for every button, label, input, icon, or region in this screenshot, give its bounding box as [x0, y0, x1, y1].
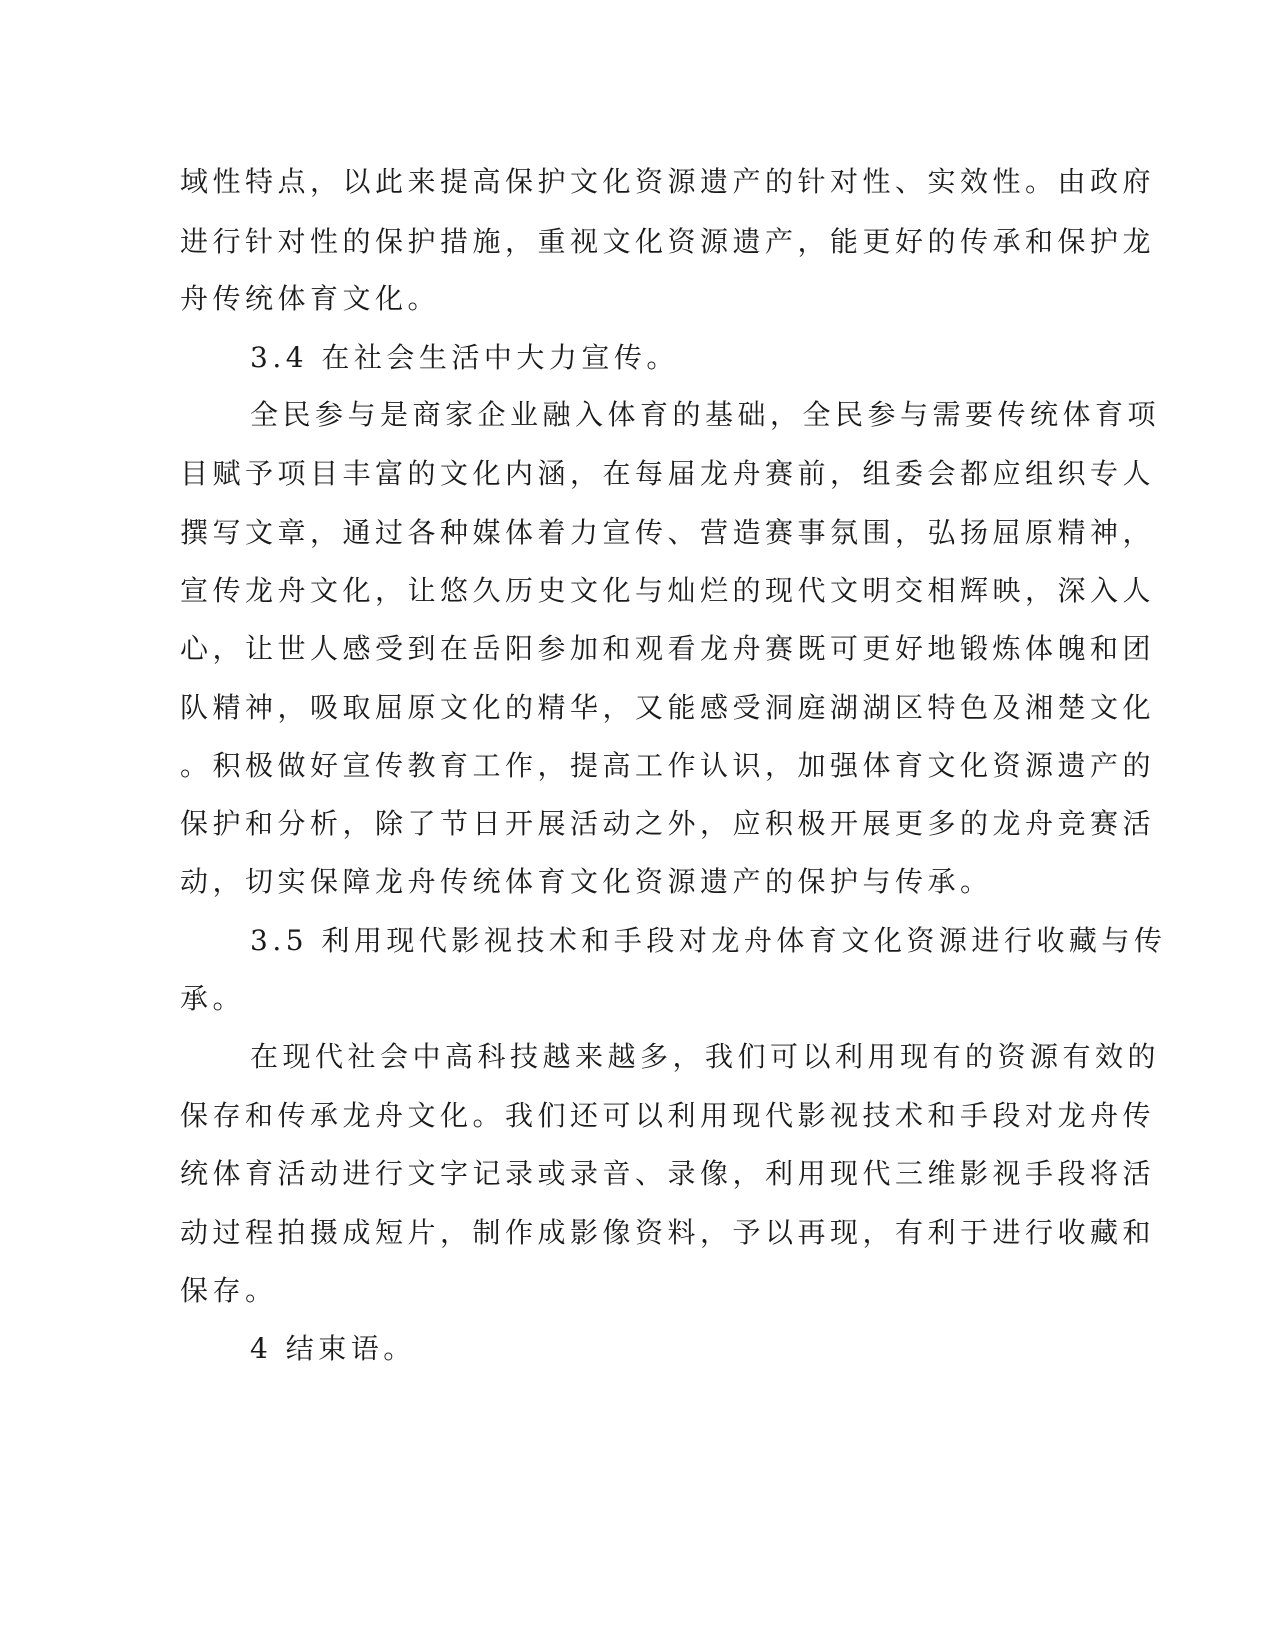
paragraph-line: 撰写文章，通过各种媒体着力宣传、营造赛事氛围，弘扬屈原精神，: [180, 516, 1156, 549]
paragraph-line: 宣传龙舟文化，让悠久历史文化与灿烂的现代文明交相辉映，深入人: [180, 574, 1156, 607]
paragraph-line: 动过程拍摄成短片，制作成影像资料，予以再现，有利于进行收藏和: [180, 1216, 1156, 1249]
paragraph-line: 心，让世人感受到在岳阳参加和观看龙舟赛既可更好地锻炼体魄和团: [180, 632, 1156, 665]
paragraph-line: 保存和传承龙舟文化。我们还可以利用现代影视技术和手段对龙舟传: [180, 1099, 1156, 1132]
paragraph-line: 在现代社会中高科技越来越多，我们可以利用现有的资源有效的: [250, 1040, 1161, 1073]
paragraph-line: 域性特点，以此来提高保护文化资源遗产的针对性、实效性。由政府: [180, 165, 1156, 198]
paragraph-line: 保护和分析，除了节日开展活动之外，应积极开展更多的龙舟竞赛活: [180, 807, 1156, 840]
paragraph-line: 进行针对性的保护措施，重视文化资源遗产，能更好的传承和保护龙: [180, 225, 1156, 258]
paragraph-line: 动，切实保障龙舟传统体育文化资源遗产的保护与传承。: [180, 865, 993, 898]
section-heading-4: 4 结束语。: [250, 1332, 416, 1365]
section-heading-3-4: 3.4 在社会生活中大力宣传。: [250, 341, 679, 374]
paragraph-line: 队精神，吸取屈原文化的精华，又能感受洞庭湖湖区特色及湘楚文化: [180, 691, 1156, 724]
paragraph-line: 舟传统体育文化。: [180, 282, 441, 315]
paragraph-line: 保存。: [180, 1274, 278, 1307]
paragraph-line: 全民参与是商家企业融入体育的基础，全民参与需要传统体育项: [250, 398, 1161, 431]
paragraph-line: 。积极做好宣传教育工作，提高工作认识，加强体育文化资源遗产的: [180, 749, 1156, 782]
paragraph-line: 目赋予项目丰富的文化内涵，在每届龙舟赛前，组委会都应组织专人: [180, 457, 1156, 490]
section-heading-3-5: 3.5 利用现代影视技术和手段对龙舟体育文化资源进行收藏与传: [250, 924, 1167, 957]
paragraph-line: 统体育活动进行文字记录或录音、录像，利用现代三维影视手段将活: [180, 1157, 1156, 1190]
section-heading-3-5-continued: 承。: [180, 982, 246, 1015]
